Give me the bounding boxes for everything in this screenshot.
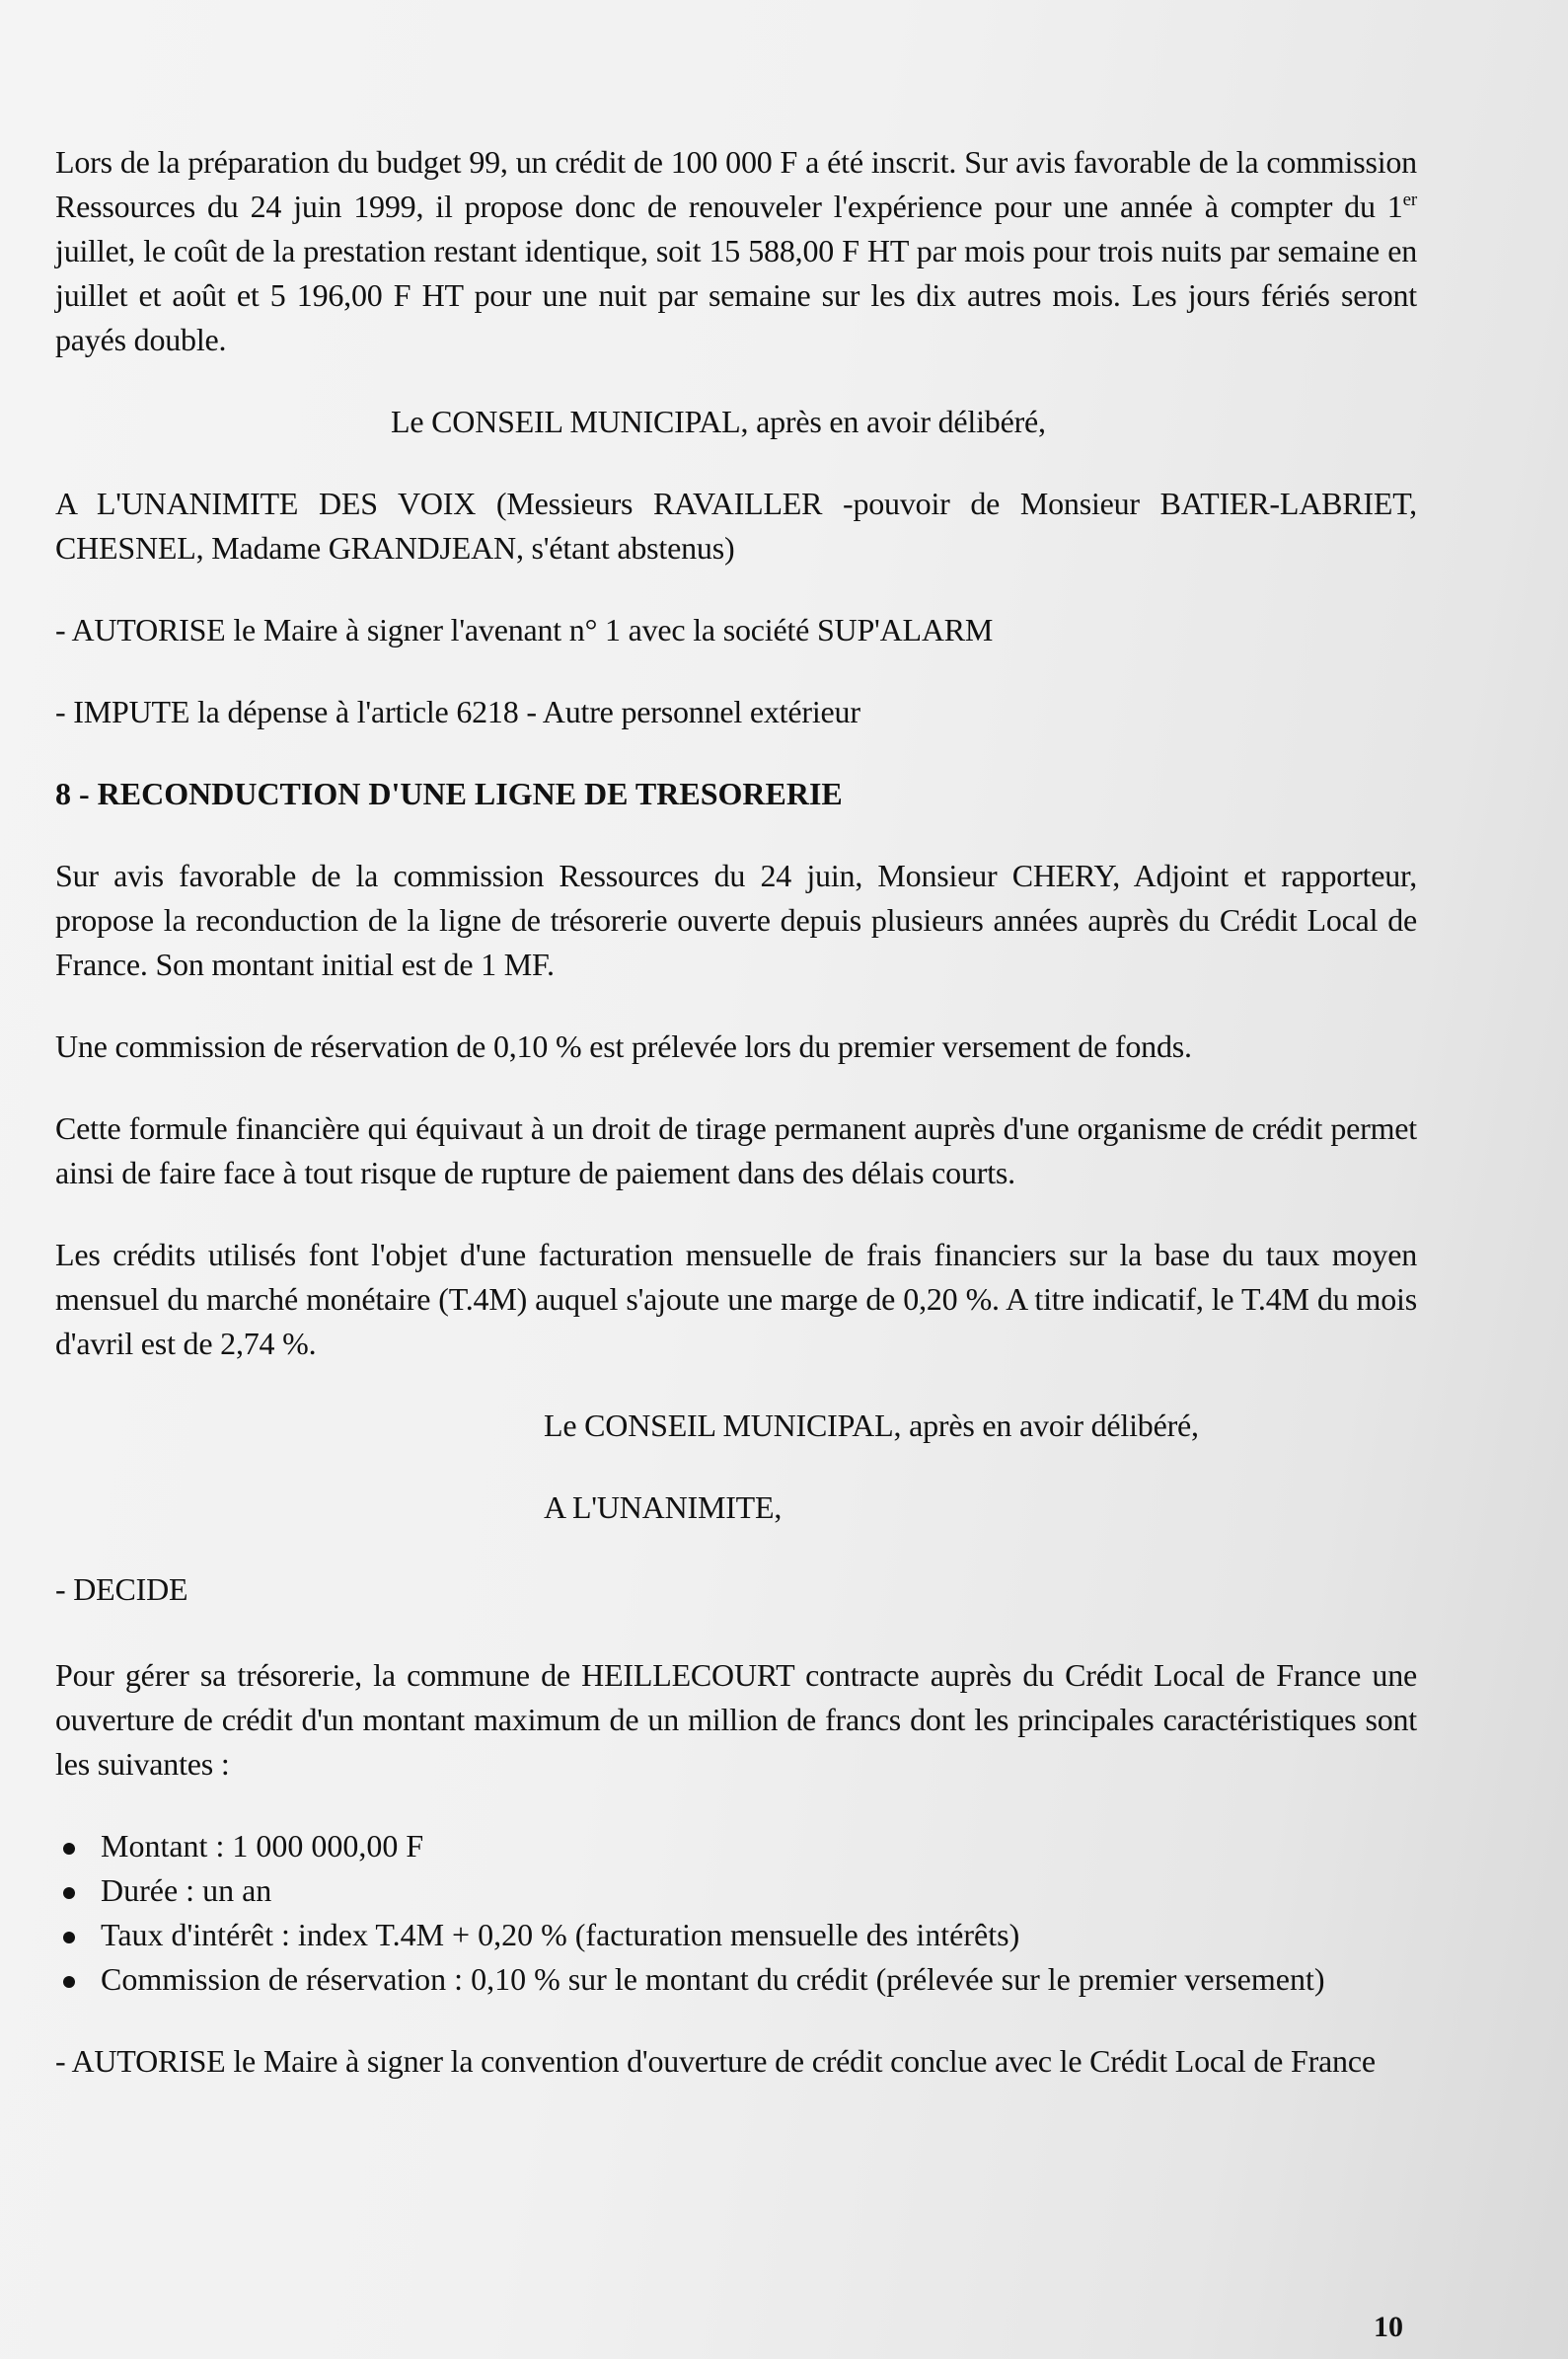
vote-result-1: A L'UNANIMITE DES VOIX (Messieurs RAVAILLER -pouvoir de Monsieur BATIER-LABRIET, CHESNEL, Madame GRANDJEAN, s'étant abstenus) — [55, 486, 1417, 566]
list-item — [55, 1957, 1417, 2002]
council-deliberation-1: Le CONSEIL MUNICIPAL, après en avoir délibéré, — [391, 404, 1046, 439]
bullet-icon — [63, 1932, 75, 1943]
paragraph-budget-end: juillet, le coût de la prestation restant identique, soit 15 588,00 F HT par mois pour trois nuits par semaine en juillet et août et 5 196,00 F HT pour une nuit par semaine sur les dix autres mois. Les jours fériés seront payés double. — [55, 233, 1417, 357]
section-heading: 8 - RECONDUCTION D'UNE LIGNE DE TRESORERIE — [55, 776, 843, 811]
list-item — [55, 1824, 1417, 1868]
council-deliberation-2: Le CONSEIL MUNICIPAL, après en avoir délibéré, — [544, 1408, 1199, 1443]
paragraph-budget-start: Lors de la préparation du budget 99, un crédit de 100 000 F a été inscrit. Sur avis favorable de la commission Ressources du 24 juin 1999, il propose donc de renouveler l'expérience pour une année à compter du 1 — [55, 144, 1417, 224]
authorization-1: - AUTORISE le Maire à signer l'avenant n° 1 avec la société SUP'ALARM — [55, 612, 994, 647]
imputation: - IMPUTE la dépense à l'article 6218 - Autre personnel extérieur — [55, 694, 860, 729]
vote-result-2: A L'UNANIMITE, — [544, 1489, 783, 1525]
list-item-text: Durée : un an — [101, 1872, 272, 1908]
decision-label: - DECIDE — [55, 1571, 188, 1607]
paragraph-commission: Une commission de réservation de 0,10 % est prélevée lors du premier versement de fonds. — [55, 1028, 1192, 1064]
list-item — [55, 1913, 1417, 1957]
list-item-text: Commission de réservation : 0,10 % sur le montant du crédit (prélevée sur le premier versement) — [101, 1961, 1325, 1997]
list-item-text: Montant : 1 000 000,00 F — [101, 1828, 424, 1864]
authorization-2: - AUTORISE le Maire à signer la convention d'ouverture de crédit conclue avec le Crédit Local de France — [55, 2043, 1376, 2079]
paragraph-formule: Cette formule financière qui équivaut à un droit de tirage permanent auprès d'une organisme de crédit permet ainsi de faire face à tout risque de rupture de paiement dans des délais courts. — [55, 1110, 1417, 1190]
document-page — [55, 140, 1417, 2084]
bullet-icon — [63, 1976, 75, 1988]
characteristics-list — [55, 1824, 1417, 2002]
list-item — [55, 1868, 1417, 1913]
paragraph-avis: Sur avis favorable de la commission Ressources du 24 juin, Monsieur CHERY, Adjoint et rapporteur, propose la reconduction de la ligne de trésorerie ouverte depuis plusieurs années auprès du Crédit Local de France. Son montant initial est de 1 MF. — [55, 858, 1417, 982]
paragraph-gerer: Pour gérer sa trésorerie, la commune de HEILLECOURT contracte auprès du Crédit Local de France une ouverture de crédit d'un montant maximum de un million de francs dont les principales caractéristiques sont les suivantes : — [55, 1657, 1417, 1782]
paragraph-budget — [55, 140, 1417, 362]
page-number: 10 — [1374, 2311, 1403, 2343]
bullet-icon — [63, 1843, 75, 1855]
paragraph-credits: Les crédits utilisés font l'objet d'une facturation mensuelle de frais financiers sur la base du taux moyen mensuel du marché monétaire (T.4M) auquel s'ajoute une marge de 0,20 %. A titre indicatif, le T.4M du mois d'avril est de 2,74 %. — [55, 1237, 1417, 1361]
bullet-icon — [63, 1887, 75, 1899]
superscript-er: er — [1402, 190, 1417, 210]
list-item-text: Taux d'intérêt : index T.4M + 0,20 % (facturation mensuelle des intérêts) — [101, 1917, 1020, 1952]
